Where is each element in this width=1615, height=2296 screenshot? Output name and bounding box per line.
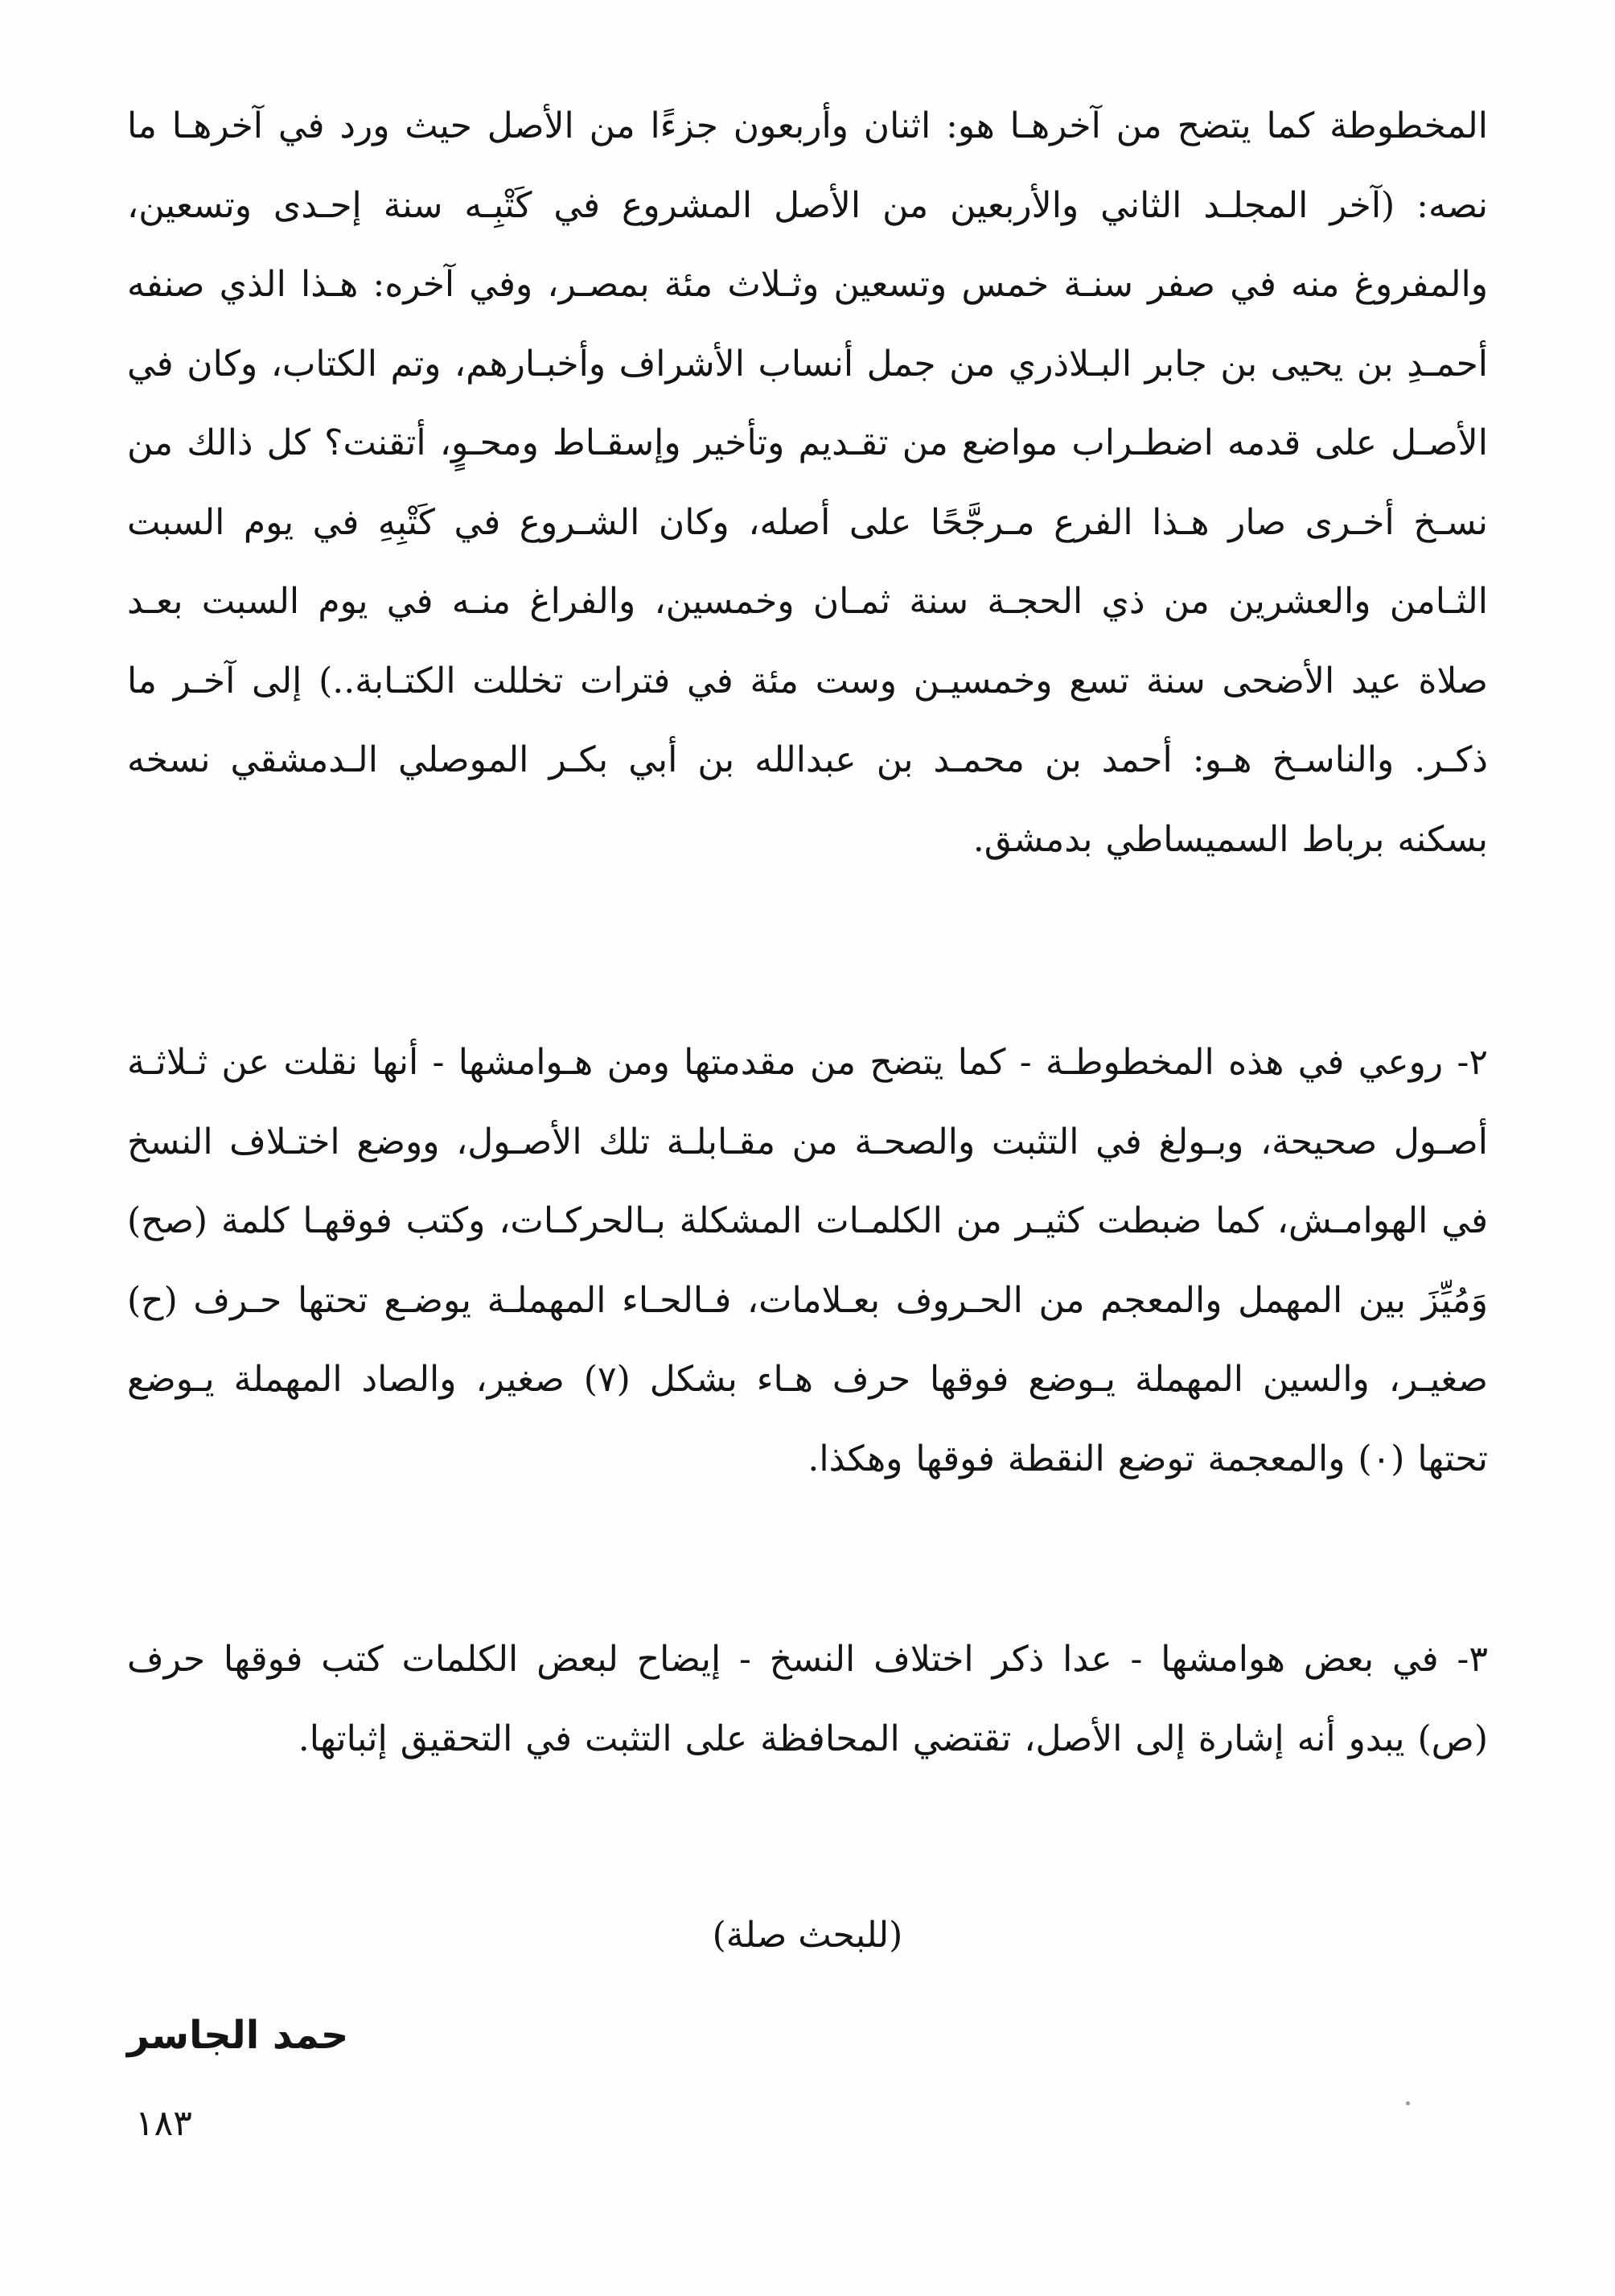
paragraph-3-text: ٣- في بعض هوامشها - عدا ذكر اختلاف النسخ - إيضاح لبعض الكلمات كتب فوقها حرف (ص) يبدو أنه إشارة إلى الأصل، تقتضي المحافظة على التثبت في التحقيق إثباتها. [127,1639,1488,1759]
scan-speck [1406,2101,1410,2105]
paragraph-1-text: المخطوطة كما يتضح من آخرهـا هو: اثنان وأربعون جزءًا من الأصل حيث ورد في آخرهـا ما نصه: (آخر المجلـد الثاني والأربعين من الأصل المشروع في كَتْبِـه سنة إحـدى وتسعين، والمفروغ منه في صفر سنـة خمس وتسعين وثـلاث مئة بمصـر، وفي آخره: هـذا الذي صنفه أحمـدِ بن يحيى بن جابر البـلاذري من جمل أنساب الأشراف وأخبـارهم، وتم الكتاب، وكان في الأصـل على قدمه اضطـراب مواضع من تقـديم وتأخير وإسقـاط ومحـوٍ، أتقنت؟ كل ذالك من نسـخ أخـرى صار هـذا الفرع مـرجَّحًا على أصله، وكان الشـروع في كَتْبِهِ في يوم السبت الثـامن والعشرين من ذي الحجـة سنة ثمـان وخمسين، والفراغ منـه في يوم السبت بعـد صلاة عيد الأضحى سنة تسع وخمسيـن وست مئة في فترات تخللت الكتـابة..) إلى آخـر ما ذكـر. والناسـخ هـو: أحمد بن محمـد بن عبدالله بن أبي بكـر الموصلي الـدمشقي نسخه بسكنه برباط السميساطي بدمشق. [127,105,1489,860]
paragraph-1 [127,87,1488,879]
paragraph-3 [127,1620,1488,1779]
author-name: حمد الجاسر [127,2013,349,2058]
to-be-continued-note: (للبحث صلة) [712,1915,903,1956]
paragraph-2 [127,1023,1488,1499]
paragraph-2-text: ٢- روعي في هذه المخطوطـة - كما يتضح من مقدمتها ومن هـوامشها - أنها نقلت عن ثـلاثـة أصـول صحيحة، وبـولغ في التثبت والصحـة من مقـابلـة تلك الأصـول، ووضع اختـلاف النسخ في الهوامـش، كما ضبطت كثيـر من الكلمـات المشكلة بـالحركـات، وكتب فوقهـا كلمة (صح) وَمُيِّزَ بين المهمل والمعجم من الحـروف بعـلامات، فـالحـاء المهملـة يوضـع تحتها حـرف (ح) صغيـر، والسين المهملة يـوضع فوقها حرف هـاء بشكل (٧) صغير، والصاد المهملة يـوضع تحتها (٠) والمعجمة توضع النقطة فوقها وهكذا. [127,1042,1488,1479]
page-number: ١٨٣ [135,2103,192,2144]
